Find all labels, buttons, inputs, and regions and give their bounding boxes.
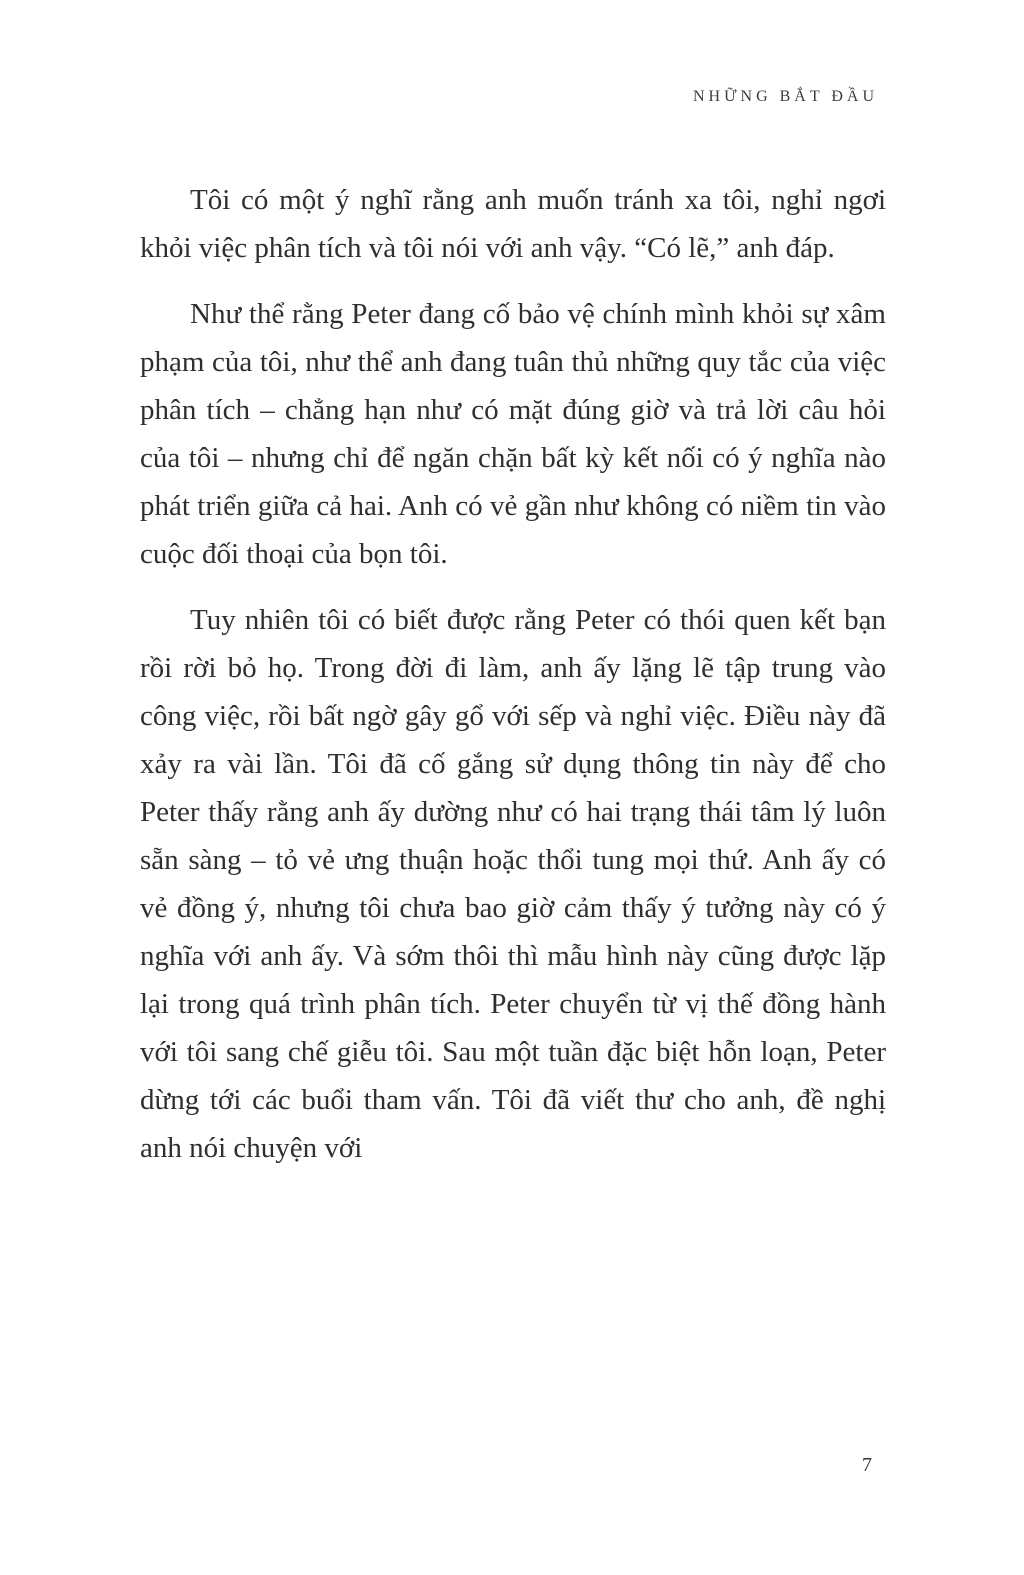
paragraph: Tuy nhiên tôi có biết được rằng Peter có thói quen kết bạn rồi rời bỏ họ. Trong đời đi làm, anh ấy lặng lẽ tập trung vào công việc, rồi bất ngờ gây gổ với sếp và nghỉ việc. Điều này đã xảy ra vài lần. Tôi đã cố gắng sử dụng thông tin này để cho Peter thấy rằng anh ấy dường như có hai trạng thái tâm lý luôn sẵn sàng – tỏ vẻ ưng thuận hoặc thổi tung mọi thứ. Anh ấy có vẻ đồng ý, nhưng tôi chưa bao giờ cảm thấy ý tưởng này có ý nghĩa với anh ấy. Và sớm thôi thì mẫu hình này cũng được lặp lại trong quá trình phân tích. Peter chuyển từ vị thế đồng hành với tôi sang chế giễu tôi. Sau một tuần đặc biệt hỗn loạn, Peter dừng tới các buổi tham vấn. Tôi đã viết thư cho anh, đề nghị anh nói chuyện với (140, 604, 886, 1164)
running-header: NHỮNG BẮT ĐẦU (692, 88, 878, 105)
paragraph: Tôi có một ý nghĩ rằng anh muốn tránh xa tôi, nghỉ ngơi khỏi việc phân tích và tôi nói với anh vậy. “Có lẽ,” anh đáp. (140, 184, 886, 264)
paragraph: Như thể rằng Peter đang cố bảo vệ chính mình khỏi sự xâm phạm của tôi, như thể anh đang tuân thủ những quy tắc của việc phân tích – chẳng hạn như có mặt đúng giờ và trả lời câu hỏi của tôi – nhưng chỉ để ngăn chặn bất kỳ kết nối có ý nghĩa nào phát triển giữa cả hai. Anh có vẻ gần như không có niềm tin vào cuộc đối thoại của bọn tôi. (140, 298, 886, 570)
page-number: 7 (862, 1454, 872, 1476)
page-body (140, 176, 886, 1190)
